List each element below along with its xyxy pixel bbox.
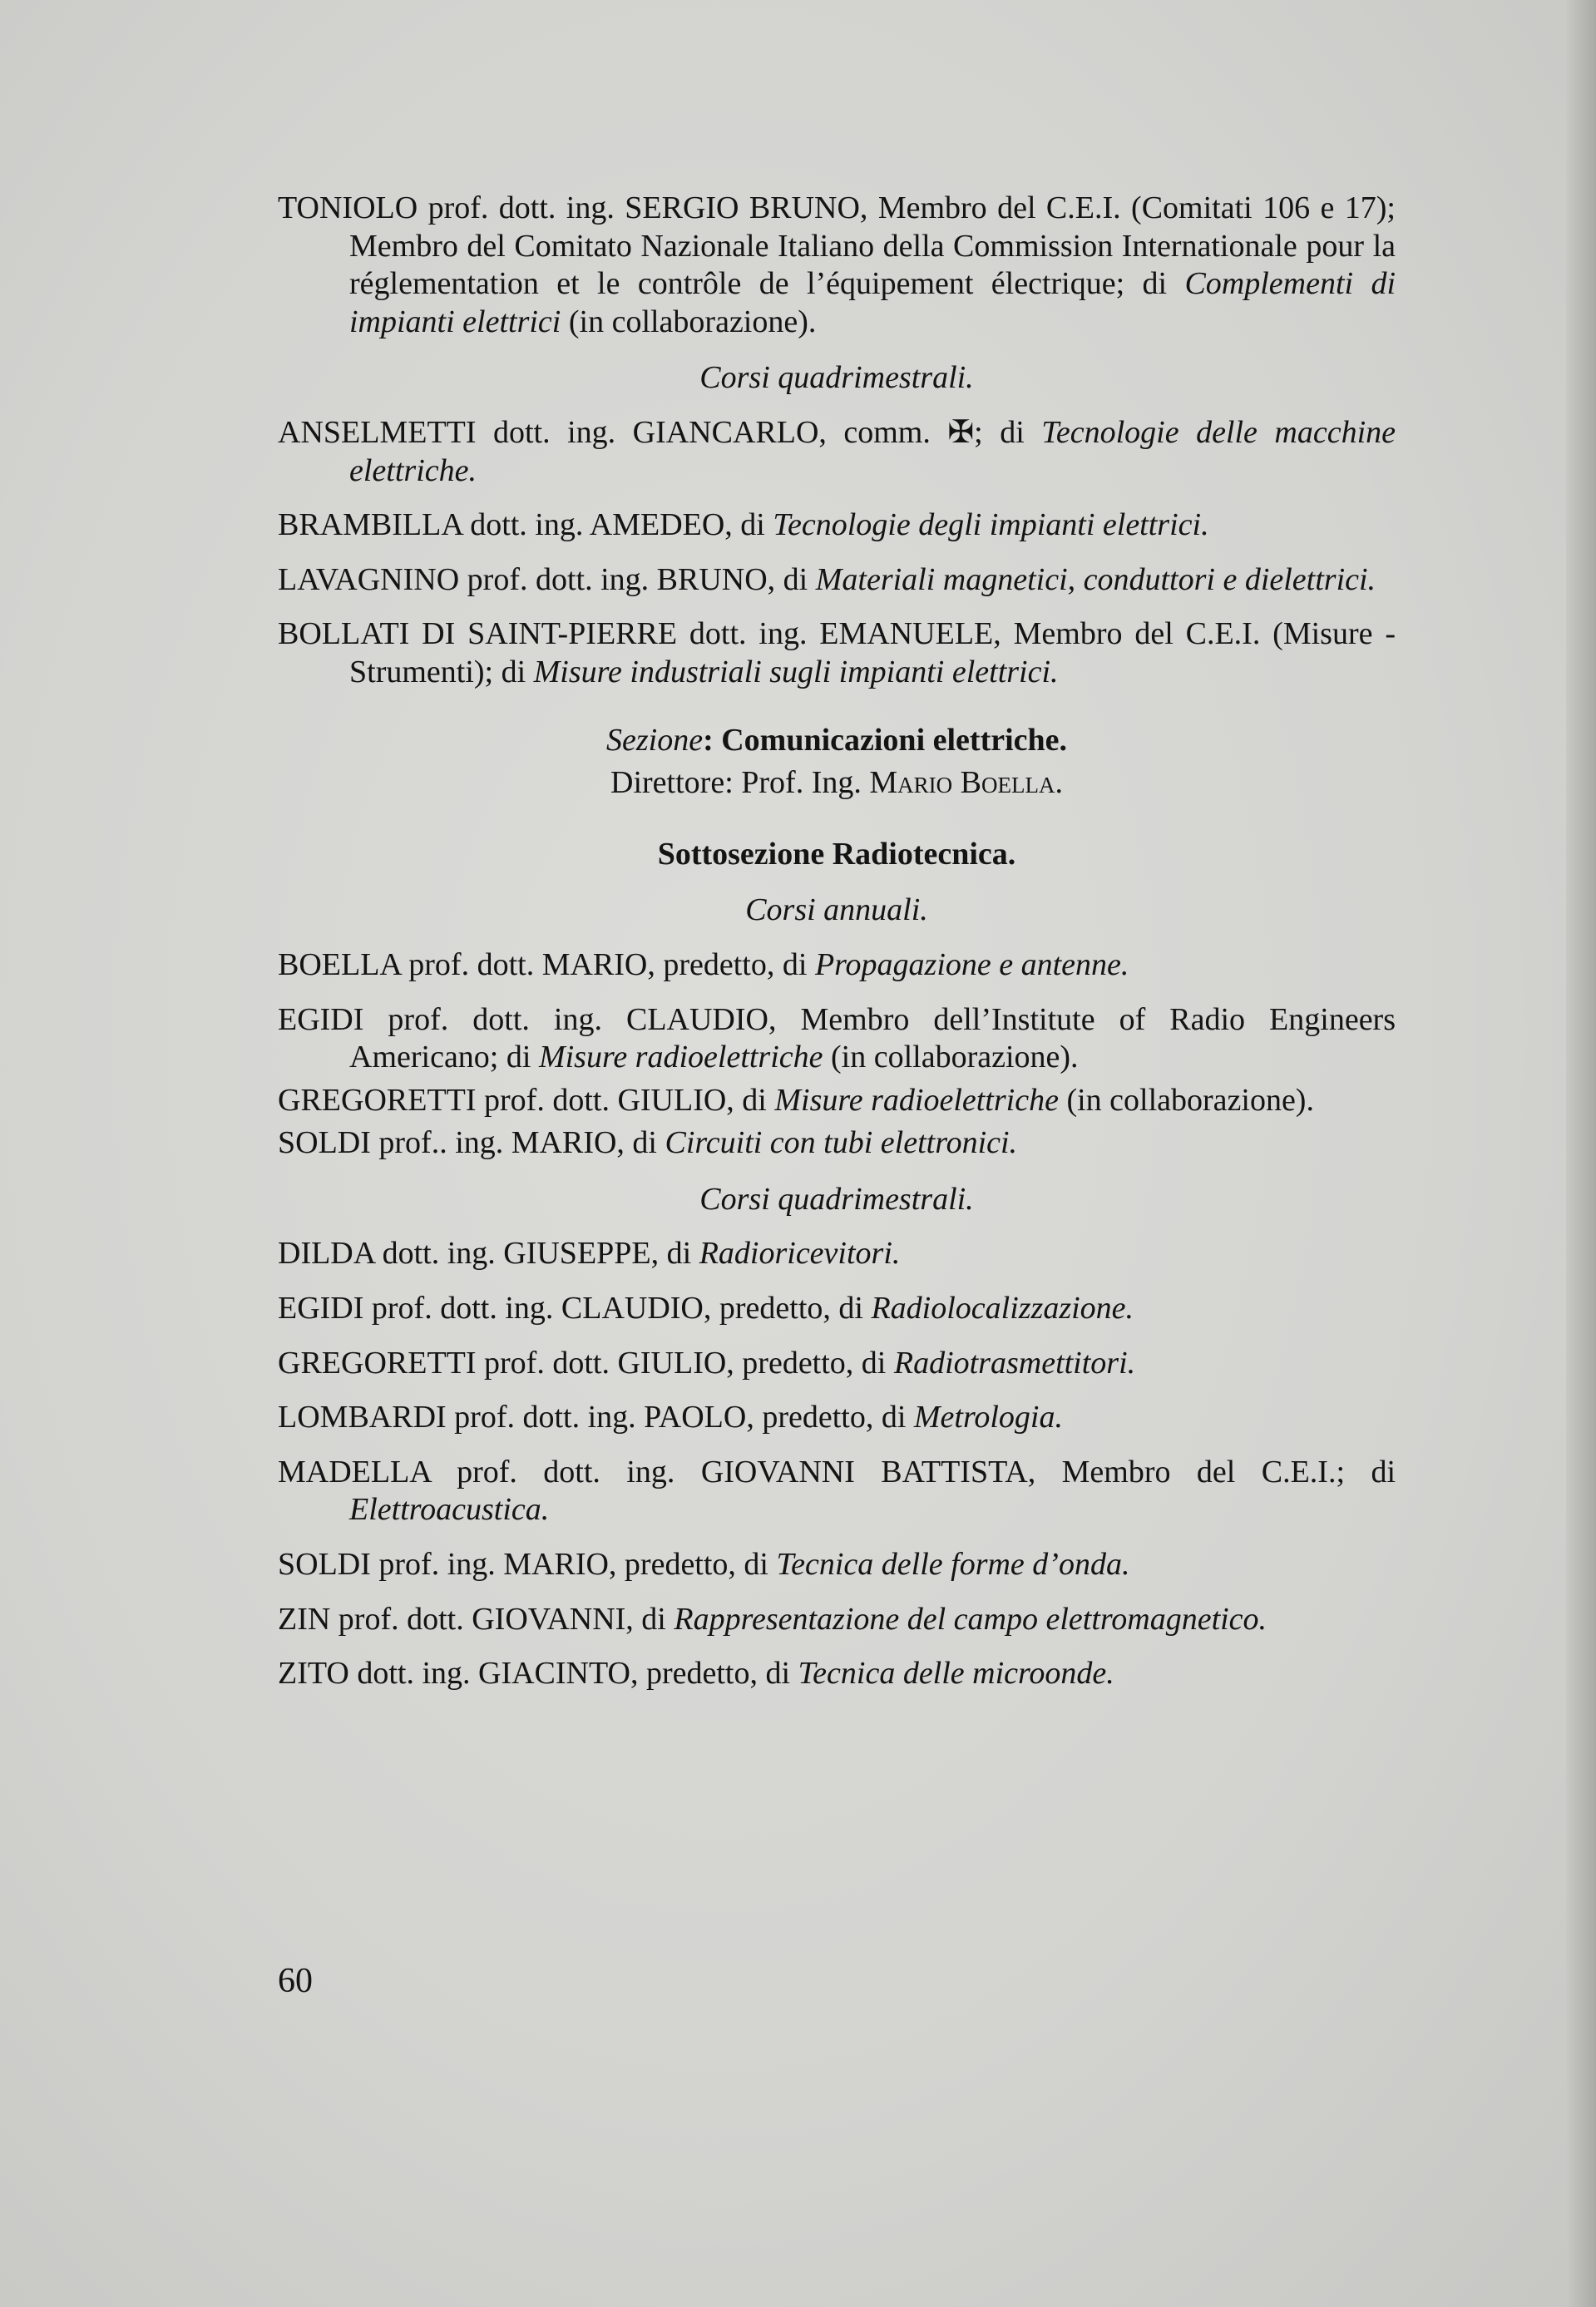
entry-zin [278,1601,1396,1639]
section-label: Sezione [605,722,704,758]
entry-lavagnino [278,561,1396,600]
entry-course: Misure radioelettriche [774,1082,1059,1118]
entry-lead: LOMBARDI prof. dott. ing. PAOLO, predetto, di [278,1400,914,1435]
heading-corsi-quadrimestrali: Corsi quadrimestrali. [699,360,974,396]
entry-course: Propagazione e antenne. [814,946,1129,982]
entry-lead: MADELLA prof. dott. ing. GIOVANNI BATTISTA, Membro del C.E.I.; di [278,1454,1396,1489]
entry-course: Tecnologie delle macchine elettriche. [349,414,1396,488]
heading-corsi-annuali: Corsi annuali. [745,892,928,928]
entry-lead: BOLLATI DI SAINT-PIERRE dott. ing. EMANUELE, Membro del C.E.I. (Misure - Strumenti); di [278,616,1396,689]
entry-course: Tecnologie degli impianti elettrici. [773,507,1209,543]
entry-course: Tecnica delle forme d’onda. [776,1547,1130,1583]
entry-course: Materiali magnetici, conduttori e dielettrici. [815,561,1376,597]
entry-tail: (in collaborazione). [1058,1082,1314,1118]
entry-lead: ZIN prof. dott. GIOVANNI, di [278,1601,674,1637]
entry-gregoretti-2 [278,1345,1396,1383]
entry-course: Radiolocalizzazione. [871,1291,1134,1326]
entry-course: Complementi di impianti elettrici [349,266,1396,339]
entry-boella [278,946,1396,985]
entry-lead: GREGORETTI prof. dott. GIULIO, di [278,1082,775,1118]
entry-lead: ZITO dott. ing. GIACINTO, predetto, di [278,1656,798,1692]
entry-dilda [278,1235,1396,1273]
page-number: 60 [278,1962,313,2000]
page-edge-shadow [1566,0,1596,2307]
section-colon: : [703,722,722,758]
heading-corsi-quadrimestrali-2: Corsi quadrimestrali. [699,1181,974,1217]
director-name: Mario Boella [869,765,1055,801]
entry-madella [278,1454,1396,1529]
entry-lead: ANSELMETTI dott. ing. GIANCARLO, comm. ✠; di [278,414,1042,450]
entry-lead: TONIOLO prof. dott. ing. SERGIO BRUNO, Membro del C.E.I. (Comitati 106 e 17); Membro del Comitato Nazionale Italiano della Commission Internationale pour la réglementation et le contrôle de l’équipement électrique; di [278,190,1396,302]
director-prefix: Direttore: Prof. Ing. [610,765,870,801]
entry-course: Tecnica delle microonde. [798,1656,1114,1692]
subsection-title: Sottosezione Radiotecnica. [657,836,1016,872]
entry-lead: BRAMBILLA dott. ing. AMEDEO, di [278,507,773,543]
entry-lead: SOLDI prof.. ing. MARIO, di [278,1125,665,1161]
entry-zito [278,1655,1396,1693]
entry-lead: EGIDI prof. dott. ing. CLAUDIO, Membro dell’Institute of Radio Engineers Americano; di [278,1001,1396,1075]
entry-egidi-2 [278,1290,1396,1328]
section-title [278,722,1396,760]
entry-lead: GREGORETTI prof. dott. GIULIO, predetto, di [278,1345,894,1381]
entry-course: Circuiti con tubi elettronici. [665,1125,1018,1161]
entry-course: Rappresentazione del campo elettromagnetico. [674,1601,1267,1637]
section-director [278,764,1396,803]
entry-course: Radiotrasmettitori. [893,1345,1136,1381]
entry-course: Radioricevitori. [699,1236,901,1272]
entry-lead: EGIDI prof. dott. ing. CLAUDIO, predetto, di [278,1291,872,1326]
entry-gregoretti [278,1082,1396,1120]
entry-course: Elettroacustica. [349,1492,550,1528]
entry-tail: (in collaborazione). [823,1040,1079,1075]
section-value: Comunicazioni elettriche. [721,722,1068,758]
entry-soldi-2 [278,1546,1396,1584]
entry-egidi [278,1001,1396,1077]
entry-lead: BOELLA prof. dott. MARIO, predetto, di [278,946,815,982]
entry-brambilla [278,506,1396,545]
entry-lombardi [278,1399,1396,1437]
entry-tail: (in collaborazione). [561,304,817,339]
entry-anselmetti [278,414,1396,490]
director-suffix: . [1055,765,1063,801]
entry-course: Misure radioelettriche [538,1040,823,1075]
entry-toniolo [278,190,1396,341]
entry-soldi [278,1124,1396,1163]
entry-lead: LAVAGNINO prof. dott. ing. BRUNO, di [278,561,816,597]
entry-lead: SOLDI prof. ing. MARIO, predetto, di [278,1547,777,1583]
document-body [278,190,1396,1710]
entry-course: Metrologia. [913,1400,1063,1435]
entry-course: Misure industriali sugli impianti elettrici. [533,654,1059,689]
entry-lead: DILDA dott. ing. GIUSEPPE, di [278,1236,699,1272]
entry-bollati [278,615,1396,691]
